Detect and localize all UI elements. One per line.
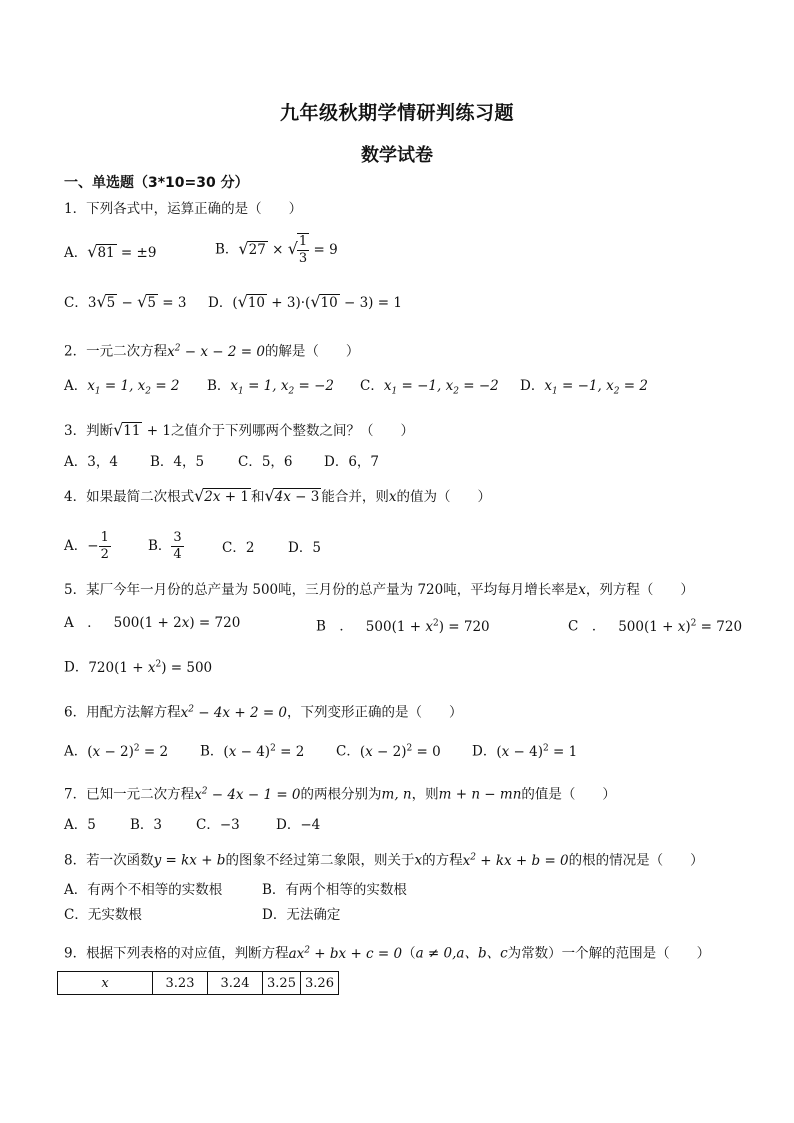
question-7-option-c: C．−3 — [196, 817, 240, 833]
question-5-option-c: C ． $500(1 + x)^2 = 720$ — [568, 618, 743, 635]
table-row — [58, 972, 339, 995]
question-6-stem: 6．用配方法解方程$x^2 - 4x + 2 = 0$，下列变形正确的是（ ） — [64, 704, 463, 721]
question-2-option-a: A．$x_1 = 1$, $x_2 = 2$ — [64, 378, 180, 397]
question-6-option-d: D．$(x - 4)^2 = 1$ — [472, 743, 578, 760]
table-cell: 3.26 — [301, 972, 339, 995]
question-5-stem: 5．某厂今年一月份的总产量为 500吨，三月份的总产量为 720吨，平均每月增长率是x，列方程（ ） — [64, 582, 694, 598]
question-3-option-d: D．6，7 — [324, 454, 380, 470]
question-6-option-a: A．$(x - 2)^2 = 2$ — [64, 743, 169, 760]
question-7-option-d: D．−4 — [276, 817, 321, 833]
question-3-option-a: A．3，4 — [64, 454, 118, 470]
question-4-option-a: A．− $\frac{1}{2}$ — [64, 530, 109, 562]
value-table — [57, 971, 339, 995]
question-3-stem: 3．判断√11 + 1之值介于下列哪两个整数之间？（ ） — [64, 420, 414, 439]
question-5-option-b: B ． $500(1 + x^2) = 720$ — [316, 618, 490, 635]
question-8-option-d: D．无法确定 — [262, 907, 341, 923]
question-1-option-a: A．√81 = ±9 — [64, 242, 157, 261]
question-4-option-b: B． $\frac{3}{4}$ — [148, 530, 182, 562]
question-5-option-d: D．$720(1 + x^2) = 500$ — [64, 659, 213, 676]
question-2-option-b: B．$x_1 = 1$, $x_2 = -2$ — [207, 378, 334, 397]
question-2-option-c: C．$x_1 = -1$, $x_2 = -2$ — [360, 378, 499, 397]
question-8-stem: 8．若一次函数y = kx + b的图象不经过第二象限，则关于x的方程$x^2$ + kx + b = 0的根的情况是（ ） — [64, 852, 704, 869]
page-title: 九年级秋期学情研判练习题 — [279, 102, 514, 124]
table-cell: 3.24 — [208, 972, 263, 995]
question-1-option-b: B．√27 × √ $\frac{1}{3}$ = 9 — [215, 234, 338, 266]
question-7-option-a: A．5 — [64, 817, 96, 833]
question-7-option-b: B．3 — [130, 817, 163, 833]
table-header-cell: x — [58, 972, 153, 995]
question-1-option-d: D．(√10 + 3)·(√10 − 3) = 1 — [208, 292, 402, 311]
question-3-option-c: C．5，6 — [238, 454, 293, 470]
question-8-option-c: C．无实数根 — [64, 907, 142, 923]
question-4-stem: 4．如果最简二次根式√2x + 1 和√4x − 3 能合并，则x的值为（ ） — [64, 486, 491, 505]
question-5-option-a: A ． 500(1 + 2x) = 720 — [64, 615, 241, 631]
question-1-option-c: C．3√5 − √5 = 3 — [64, 292, 187, 311]
table-cell: 3.25 — [263, 972, 301, 995]
table-cell: 3.23 — [153, 972, 208, 995]
question-6-option-b: B．$(x - 4)^2 = 2$ — [200, 743, 305, 760]
question-9-stem: 9．根据下列表格的对应值，判断方程$ax^2$ + bx + c = 0（a ≠ 0,a、b、c为常数）一个解的范围是（ ） — [64, 945, 711, 962]
question-4-option-d: D．5 — [288, 540, 321, 556]
question-1-stem: 1．下列各式中，运算正确的是（ ） — [64, 201, 303, 217]
question-2-option-d: D．$x_1 = -1$, $x_2 = 2$ — [520, 378, 648, 397]
question-6-option-c: C．$(x - 2)^2 = 0$ — [336, 743, 441, 760]
section-heading: 一、单选题（3*10=30 分） — [64, 175, 249, 191]
page-subtitle: 数学试卷 — [361, 145, 433, 166]
question-3-option-b: B．4，5 — [150, 454, 205, 470]
question-7-stem: 7．已知一元二次方程$x^2 - 4x - 1 = 0$的两根分别为m, n，则m + n − mn的值是（ ） — [64, 786, 616, 803]
question-8-option-a: A．有两个不相等的实数根 — [64, 882, 223, 898]
question-8-option-b: B．有两个相等的实数根 — [262, 882, 407, 898]
question-2-stem: 2．一元二次方程$x^2 - x - 2 = 0$的解是（ ） — [64, 343, 360, 360]
question-4-option-c: C．2 — [222, 540, 255, 556]
